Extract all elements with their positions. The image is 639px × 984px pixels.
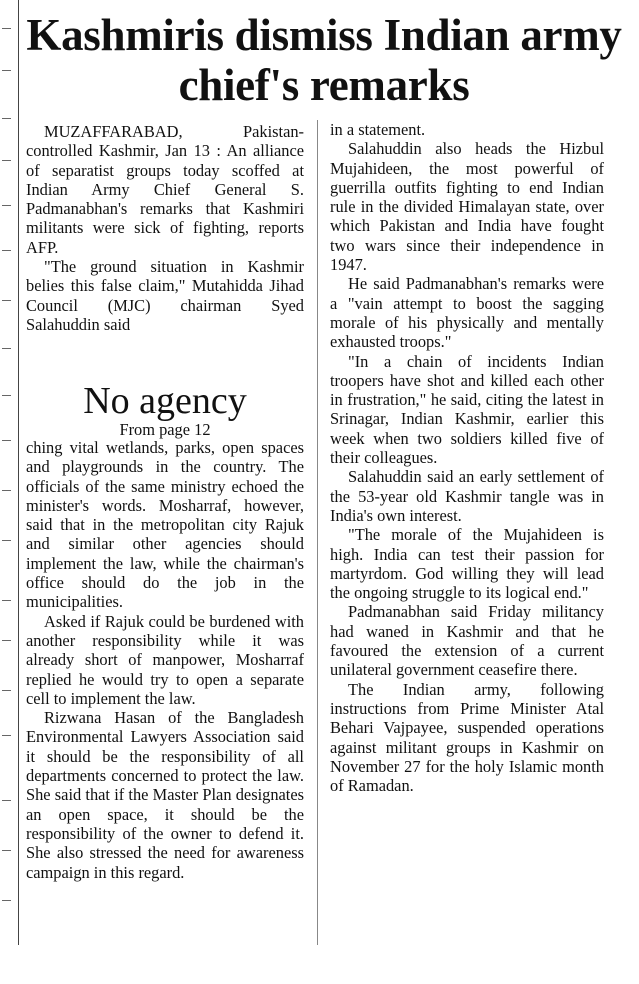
story-no-agency [26,438,304,882]
story-paragraph: "The morale of the Mujahideen is high. India can test their passion for martyrdom. God willing they will lead the ongoing struggle to its logical end." [330,525,604,603]
story-paragraph: in a statement. [330,120,426,139]
headline: Kashmiris dismiss Indian army chief's remarks [26,10,622,110]
no-agency-headline: No agency [83,380,247,422]
story-paragraph: MUZAFFARABAD, Pakistan-controlled Kashmir, Jan 13 : An alliance of separatist groups today scoffed at Indian Army Chief General S. Padmanabhan's remarks that Kashmiri militants were sick of fighting, reports AFP. [26,122,304,257]
column-divider [317,120,318,945]
story-paragraph: "The ground situation in Kashmir belies this false claim," Mutahidda Jihad Council (MJC) chairman Syed Salahuddin said [26,257,304,334]
story-paragraph: He said Padmanabhan's remarks were a "vain attempt to boost the sagging morale of his physically and mentally exhausted troops." [330,274,604,352]
story-paragraph: The Indian army, following instructions from Prime Minister Atal Behari Vajpayee, suspended operations against militant groups in Kashmir on November 27 for the holy Islamic month of Ramadan. [330,679,604,796]
story-kashmir-column-2 [330,120,604,795]
story-paragraph: Asked if Rajuk could be burdened with another responsibility while it was already short of manpower, Mosharraf replied he would try to open a separate cell to implement the law. [26,611,304,708]
story-paragraph: Salahuddin also heads the Hizbul Mujahideen, the most powerful of guerrilla outfits fighting to end Indian rule in the divided Himalayan state, over which Pakistan and India have fought two wars since their independence in 1947. [330,139,604,275]
previous-column-edge [0,0,14,945]
jump-line: From page 12 [119,420,211,439]
story-paragraph: "In a chain of incidents Indian troopers have shot and killed each other in frustration," he said, citing the latest in Srinagar, Indian Kashmir, earlier this week when two soldiers killed five of their colleagues. [330,351,604,468]
story-paragraph: Padmanabhan said Friday militancy had waned in Kashmir and that he favoured the extension of a current unilateral government ceasefire there. [330,602,604,680]
story-paragraph: ching vital wetlands, parks, open spaces and playgrounds in the country. The officials of the same ministry echoed the minister's words. Mosharraf, however, said that in the metropolitan city Rajuk and similar other agencies should implement the law, while the chairman's office should do the job in the municipalities. [26,438,304,612]
story-kashmir-column-1 [26,122,304,334]
story-paragraph: Salahuddin said an early settlement of the 53-year old Kashmir tangle was in India's own interest. [330,467,604,525]
column-rule-left [18,0,19,945]
story-paragraph: Rizwana Hasan of the Bangladesh Environmental Lawyers Association said it should be the responsibility of all departments concerned to protect the law. She said that if the Master Plan designates an open space, it should be the responsibility of the owner to defend it. She also stressed the need for awareness campaign in this regard. [26,708,304,882]
